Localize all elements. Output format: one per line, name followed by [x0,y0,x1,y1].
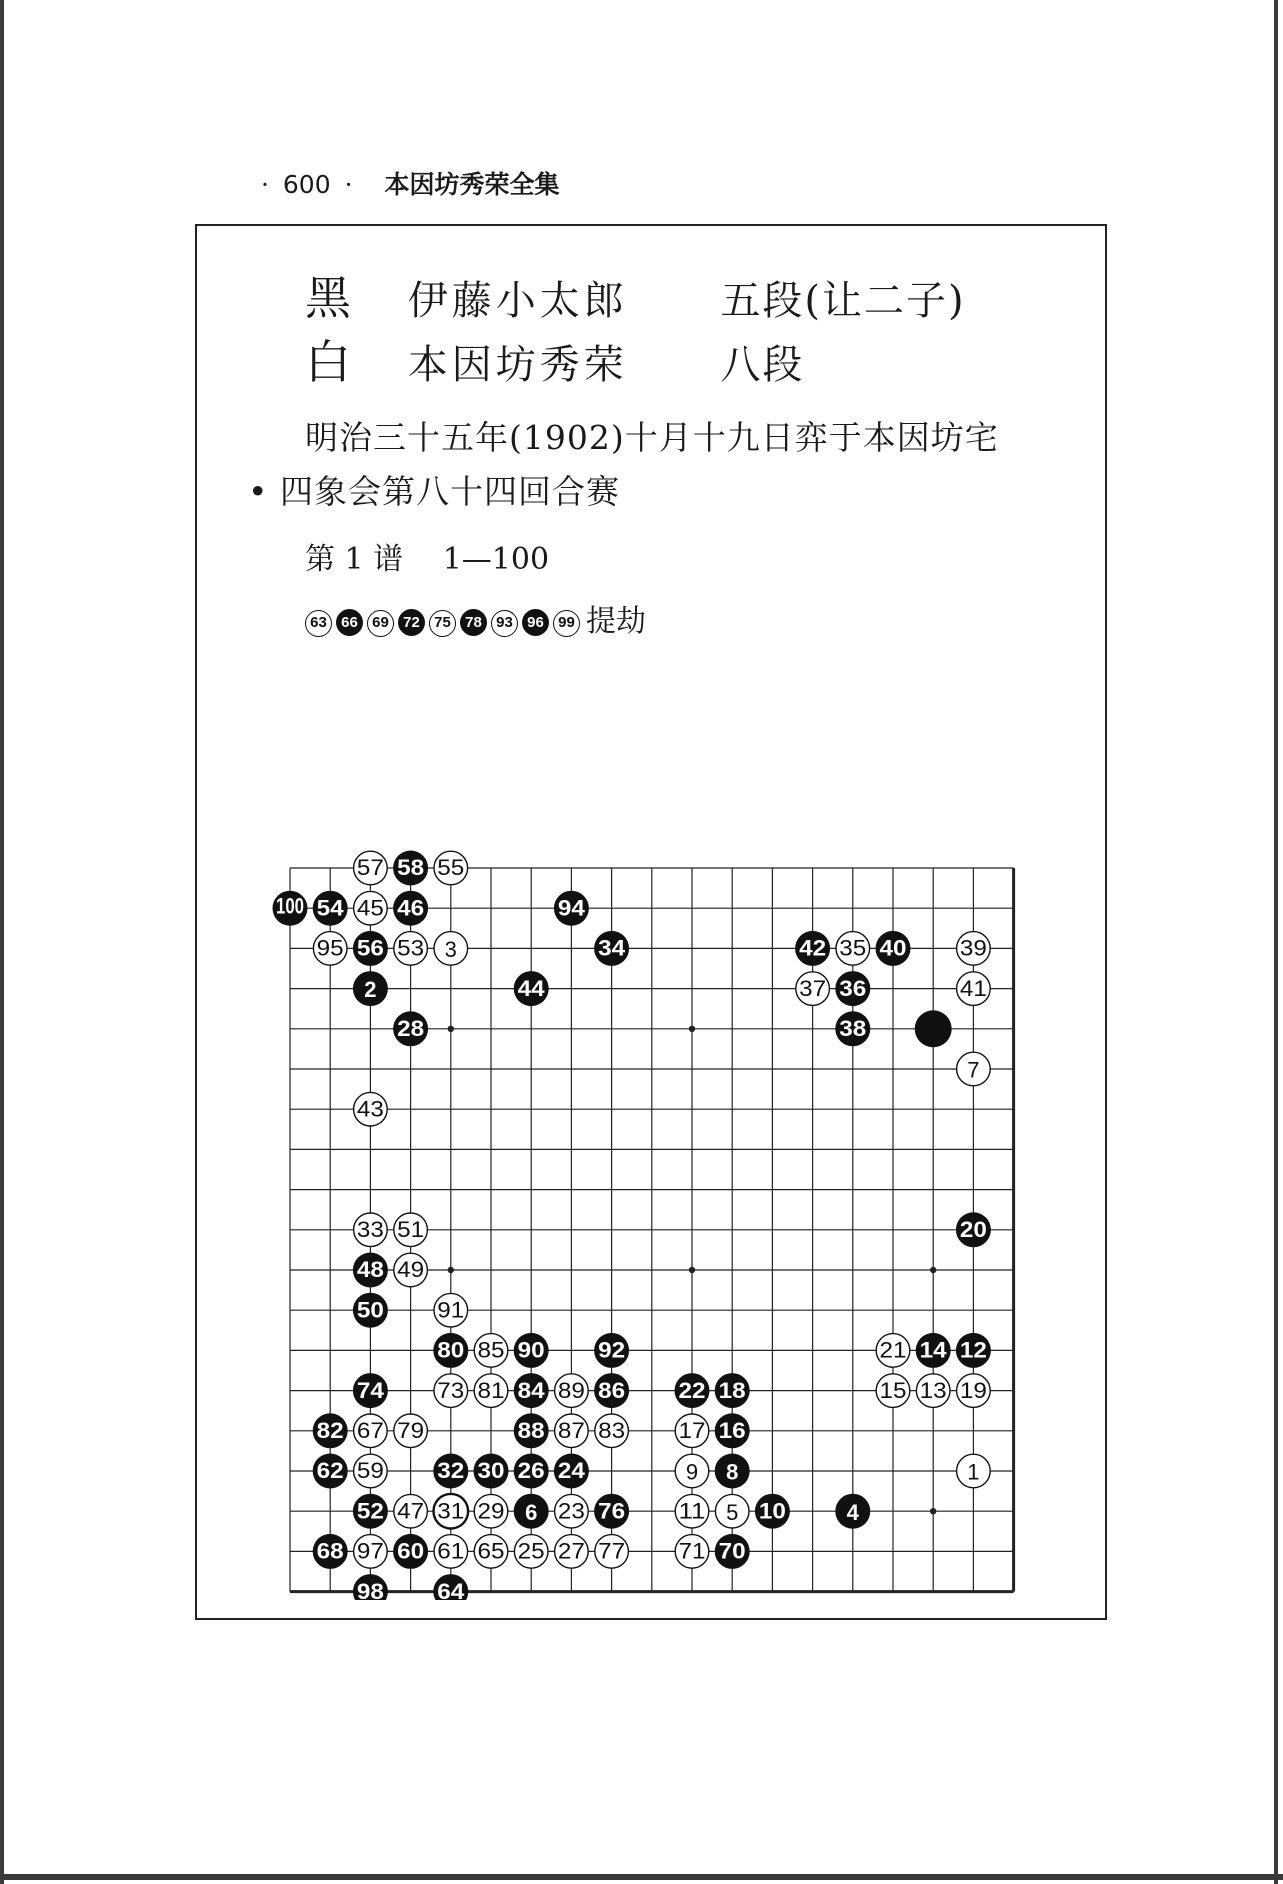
move-number: 79 [397,1418,425,1443]
move-number: 42 [799,935,827,961]
move-number: 4 [846,1499,859,1525]
move-number: 13 [919,1377,947,1403]
running-head [255,165,560,201]
move-number: 18 [718,1377,746,1403]
move-number: 25 [517,1538,545,1564]
move-number: 100 [276,893,304,919]
move-number: 95 [316,935,344,961]
page-edge-bottom [0,1874,1283,1880]
move-number: 15 [879,1377,907,1403]
ko-note [305,602,646,639]
move-number: 97 [356,1538,384,1564]
move-number: 60 [397,1538,425,1564]
move-number: 90 [517,1337,545,1363]
move-number: 32 [437,1458,465,1484]
move-number: 46 [397,895,425,921]
move-number: 16 [718,1418,746,1443]
move-number: 76 [598,1498,626,1524]
move-number: 83 [598,1418,626,1443]
black-player-rank: 五段(让二子) [720,278,966,324]
move-number: 35 [839,935,867,961]
figure-range: 1—100 [442,542,550,577]
move-number: 38 [839,1016,867,1041]
move-number: 31 [437,1498,465,1524]
move-number: 59 [356,1458,384,1484]
move-number: 34 [598,935,626,961]
move-number: 30 [477,1458,505,1484]
move-number: 65 [477,1538,505,1564]
ko-stone: 63 [305,610,332,637]
move-number: 33 [356,1217,384,1242]
move-number: 1 [967,1459,980,1485]
move-number: 7 [967,1057,980,1083]
move-number: 48 [356,1257,384,1283]
ko-stone: 78 [460,609,487,636]
move-number: 98 [356,1578,384,1600]
move-number: 82 [316,1418,344,1443]
game-date-place: 明治三十五年(1902)十月十九日弈于本因坊宅 [305,418,999,457]
move-number: 19 [959,1377,987,1403]
ko-stone: 93 [491,610,518,637]
move-number: 26 [517,1458,545,1484]
move-number: 51 [397,1217,425,1242]
move-number: 88 [517,1418,545,1443]
move-number: 43 [356,1096,384,1122]
move-number: 55 [437,855,465,881]
move-number: 92 [598,1337,626,1363]
move-number: 86 [598,1377,626,1403]
ko-label: 提劫 [586,604,646,639]
star-point [930,1267,936,1273]
white-player-rank: 八段 [720,342,805,388]
move-number: 74 [356,1377,385,1403]
move-number: 22 [678,1377,706,1403]
move-number: 17 [678,1418,706,1443]
move-number: 36 [839,975,867,1001]
white-color-label: 白 [305,335,351,389]
move-number: 2 [364,977,377,1003]
move-number: 87 [557,1418,585,1443]
move-number: 89 [557,1377,585,1403]
move-number: 12 [959,1337,987,1363]
move-number: 29 [477,1498,505,1524]
star-point [448,1026,454,1032]
running-head-dot: · [261,170,269,199]
black-player-name: 伊藤小太郎 [407,278,628,324]
move-number: 20 [959,1217,987,1242]
move-number: 80 [437,1337,465,1363]
white-player-name: 本因坊秀荣 [407,342,628,388]
move-number: 84 [517,1377,546,1403]
ko-stone: 75 [429,610,456,637]
move-number: 39 [959,935,987,961]
ko-stone: 69 [367,610,394,637]
move-number: 67 [356,1418,384,1443]
star-point [930,1508,936,1514]
ko-stone: 66 [336,609,363,636]
move-number: 47 [397,1498,425,1524]
move-number: 70 [718,1538,746,1564]
move-number: 3 [444,937,457,963]
move-number: 41 [959,975,987,1001]
black-player-line [305,262,966,328]
move-number: 57 [356,855,384,881]
move-number: 49 [397,1257,425,1283]
move-number: 10 [758,1498,786,1524]
ko-stone: 99 [553,610,580,637]
game-event: • 四象会第八十四回合赛 [248,472,620,511]
move-number: 21 [879,1337,907,1363]
move-number: 91 [437,1297,465,1323]
figure-heading [305,534,549,578]
move-number: 37 [799,975,827,1001]
move-number: 58 [397,855,425,881]
go-board-diagram [270,840,1050,1600]
move-number: 77 [598,1538,626,1564]
white-player-line [305,326,804,392]
move-number: 81 [477,1377,505,1403]
move-number: 23 [557,1498,585,1524]
move-number: 27 [557,1538,585,1564]
move-number: 53 [397,935,425,961]
ko-stone: 96 [522,609,549,636]
move-number: 71 [678,1538,706,1564]
move-number: 94 [557,895,586,921]
move-number: 64 [437,1578,466,1600]
move-number: 44 [517,975,546,1001]
ko-stone-list [305,600,584,637]
page-edge-left [0,0,4,1884]
ko-stone: 72 [398,609,425,636]
star-point [689,1267,695,1273]
move-number: 14 [919,1337,948,1363]
page-number: 600 [282,170,331,199]
move-number: 50 [356,1297,384,1323]
book-title: 本因坊秀荣全集 [384,170,560,199]
move-number: 6 [525,1499,538,1525]
move-number: 40 [879,935,907,961]
move-number: 73 [437,1377,465,1403]
move-number: 68 [316,1538,344,1564]
move-number: 9 [685,1459,699,1485]
move-number: 61 [437,1538,465,1564]
running-head-dot: · [344,170,353,199]
move-number: 11 [678,1498,706,1524]
move-number: 62 [316,1458,344,1484]
move-number: 5 [726,1499,739,1525]
move-number: 8 [726,1459,739,1485]
move-number: 54 [316,895,345,921]
move-number: 85 [477,1337,505,1363]
page-edge-right [1274,0,1278,1884]
move-number: 52 [356,1498,384,1524]
move-number: 24 [557,1458,586,1484]
star-point [448,1267,454,1273]
figure-title: 第 1 谱 [305,542,404,577]
handicap-stone [915,1010,952,1047]
move-number: 56 [356,935,384,961]
move-number: 45 [356,895,384,921]
black-color-label: 黑 [305,271,351,325]
star-point [689,1026,695,1032]
move-number: 28 [397,1016,425,1041]
